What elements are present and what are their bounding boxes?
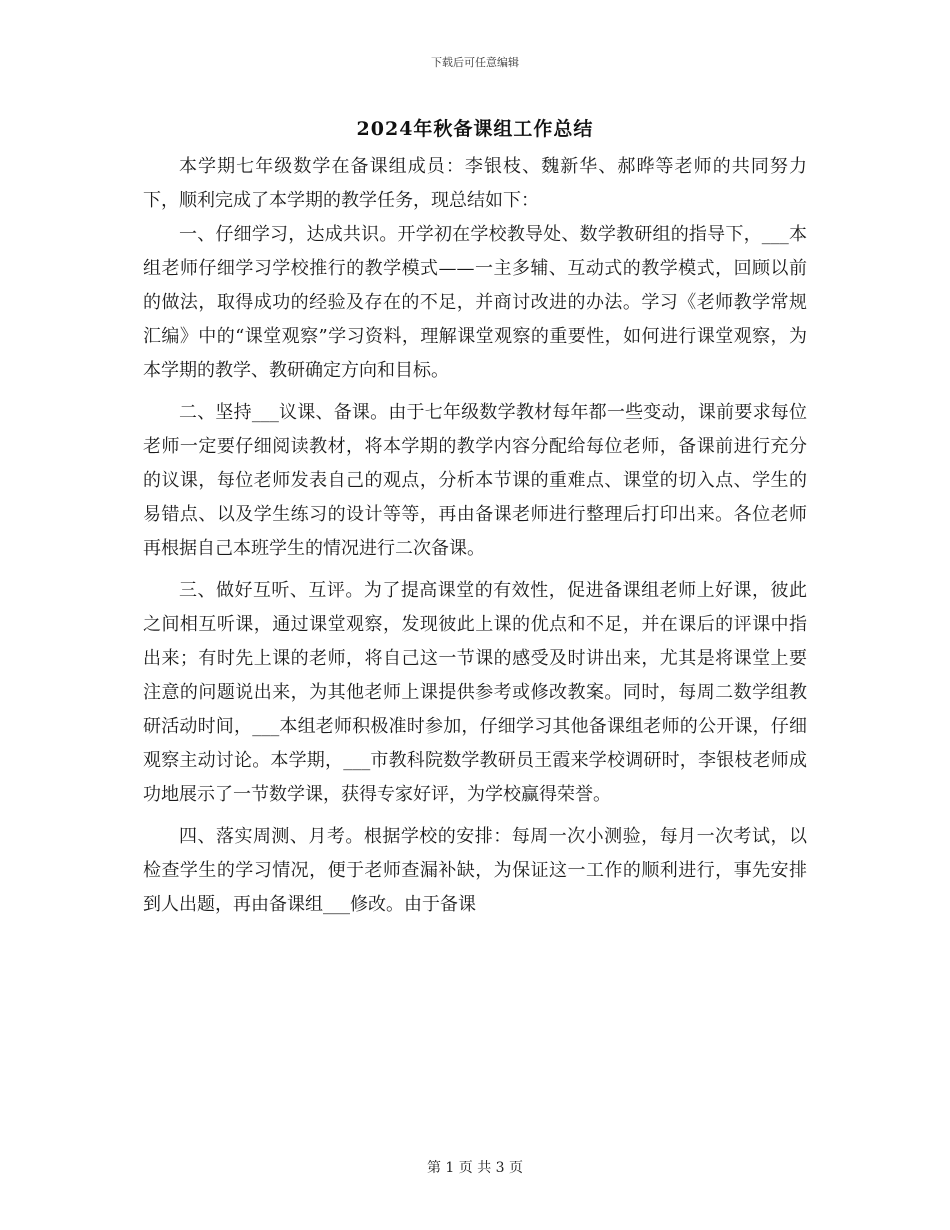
paragraph-tests: 四、落实周测、月考。根据学校的安排：每周一次小测验，每月一次考试，以检查学生的学习情况，便于老师查漏补缺，为保证这一工作的顺利进行，事先安排到人出题，再由备课组___修改。由于备课 [143,826,807,915]
page-footer: 第 1 页 共 3 页 [426,1160,524,1176]
paragraph-study: 一、仔细学习，达成共识。开学初在学校教导处、数学教研组的指导下，___本组老师仔细学习学校推行的教学模式——一主多辅、互动式的教学模式，回顾以前的做法，取得成功的经验及存在的不足，并商讨改进的办法。学习《老师教学常规汇编》中的“课堂观察”学习资料，理解课堂观察的重要性，如何进行课堂观察，为本学期的教学、教研确定方向和目标。 [143,224,807,381]
document-title: 2024年秋备课组工作总结 [356,118,594,140]
paragraph-peer-review: 三、做好互听、互评。为了提高课堂的有效性，促进备课组老师上好课，彼此之间相互听课，通过课堂观察，发现彼此上课的优点和不足，并在课后的评课中指出来；有时先上课的老师，将自己这一节课的感受及时讲出来，尤其是将课堂上要注意的问题说出来，为其他老师上课提供参考或修改教案。同时，每周二数学组教研活动时间，___本组老师积极准时参加，仔细学习其他备课组老师的公开课，仔细观察主动讨论。本学期，___市教科院数学教研员王霞来学校调研时，李银枝老师成功地展示了一节数学课，获得专家好评，为学校赢得荣誉。 [143,580,807,805]
paragraph-intro: 本学期七年级数学在备课组成员：李银枝、魏新华、郝晔等老师的共同努力下，顺利完成了本学期的教学任务，现总结如下： [143,156,807,211]
page-header: 下载后可任意编辑 [431,56,519,69]
document-body [143,150,807,922]
paragraph-lesson-prep: 二、坚持___议课、备课。由于七年级数学教材每年都一些变动，课前要求每位老师一定要仔细阅读教材，将本学期的教学内容分配给每位老师，备课前进行充分的议课，每位老师发表自己的观点，分析本节课的重难点、课堂的切入点、学生的易错点、以及学生练习的设计等等，再由备课老师进行整理后打印出来。各位老师再根据自己本班学生的情况进行二次备课。 [143,402,807,559]
